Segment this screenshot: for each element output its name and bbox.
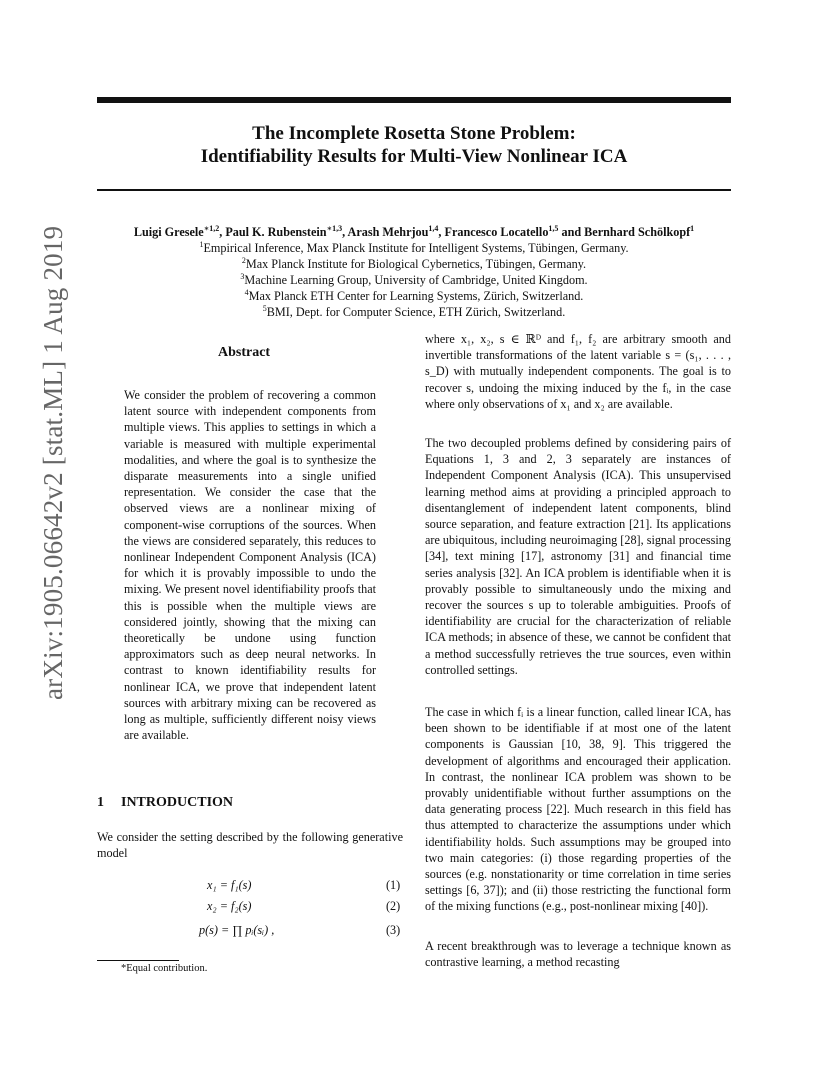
section-title: INTRODUCTION xyxy=(121,795,234,810)
section-heading xyxy=(97,795,233,811)
affiliation: $^1$Empirical Inference, Max Planck Institute for Intelligent Systems, Tübingen, Germany. xyxy=(199,239,629,255)
author-name: Luigi Gresele xyxy=(133,225,204,239)
author-list: Luigi Gresele$^{∗1,2}$, Paul K. Rubenstein$^{∗1,3}$, Arash Mehrjou$^{1,4}$, Francesco Locatello$^{1,5}$ and Bernhard Schölkopf$^1$ xyxy=(133,223,695,239)
author-name: Bernhard Schölkopf xyxy=(584,225,691,239)
equation-number: (1) xyxy=(386,878,401,892)
author-sup: ∗1,2 xyxy=(203,223,220,233)
author-sup: 1 xyxy=(690,223,695,233)
author-name: Francesco Locatello xyxy=(444,225,549,239)
paper-title xyxy=(97,122,731,168)
title-rule xyxy=(97,189,731,191)
author-sup: 1,4 xyxy=(428,223,439,233)
equation-1: x₁ = f₁(s) xyxy=(207,878,252,892)
affiliation: $^4$Max Planck ETH Center for Learning Systems, Zürich, Switzerland. xyxy=(244,287,584,303)
section-number: 1 xyxy=(97,795,104,810)
affiliation: $^3$Machine Learning Group, University of Cambridge, United Kingdom. xyxy=(240,271,588,287)
equation-number: (2) xyxy=(386,899,401,913)
author-sup: 1,5 xyxy=(548,223,559,233)
paragraph: The case in which fᵢ is a linear function, called linear ICA, has been shown to be identifiable if at most one of the latent components is Gaussian [10, 38, 9]. This triggered the development of algorithms and encouraged their application. In contrast, the nonlinear ICA problem was shown to be provably unidentifiable without further assumptions on the data generating process [22]. Much research in this field has thus attempted to characterize the assumptions under which identifiability holds. Such assumptions may be grouped into two main categories: (i) those regarding properties of the sources (e.g. nonstationarity or time correlation in time series settings [6, 37]); and (ii) those restricting the functional form of the mixing functions (e.g., post-nonlinear mixing [40]). xyxy=(425,705,731,914)
footnote-rule xyxy=(97,960,179,961)
equation-2: x₂ = f₂(s) xyxy=(207,899,252,913)
title-line-1: The Incomplete Rosetta Stone Problem: xyxy=(252,123,576,144)
abstract-heading: Abstract xyxy=(218,345,271,360)
equation-3: p(s) = ∏ pᵢ(sᵢ) , xyxy=(199,923,275,937)
title-line-2: Identifiability Results for Multi-View Nonlinear ICA xyxy=(200,146,628,167)
paragraph: where x₁, x₂, s ∈ ℝᴰ and f₁, f₂ are arbitrary smooth and invertible transformations of the latent variable s = (s₁, . . . , s_D) with mutually independent components. The goal is to recover s, undoing the mixing induced by the fᵢ, in the case where only observations of x₁ and x₂ are available. xyxy=(425,332,731,411)
equation-number: (3) xyxy=(386,923,401,937)
abstract-text: We consider the problem of recovering a common latent source with independent components from multiple views. This applies to settings in which a variable is measured with multiple experimental modalities, and where the goal is to synthesize the disparate measurements into a single unified representation. We consider the case that the observed views are a nonlinear mixing of component-wise corruptions of the sources. When the views are considered separately, this reduces to nonlinear Independent Component Analysis (ICA) for which it is provably impossible to undo the mixing. We present novel identifiability proofs that this is possible when the multiple views are considered jointly, showing that the mixing can theoretically be undone using function approximators such as deep neural networks. In contrast to known identifiability results for nonlinear ICA, we prove that independent latent sources with arbitrary mixing can be recovered as long as multiple, sufficiently different noisy views are available. xyxy=(124,388,376,743)
author-name: Paul K. Rubenstein xyxy=(225,225,327,239)
affiliation: $^2$Max Planck Institute for Biological Cybernetics, Tübingen, Germany. xyxy=(241,255,587,271)
intro-paragraph: We consider the setting described by the following generative model xyxy=(97,830,403,861)
paragraph: A recent breakthrough was to leverage a technique known as contrastive learning, a method recasting xyxy=(425,939,731,970)
author-sup: ∗1,3 xyxy=(326,223,343,233)
author-name: Arash Mehrjou xyxy=(347,225,429,239)
top-rule xyxy=(97,97,731,103)
arxiv-identifier: arXiv:1905.06642v2 [stat.ML] 1 Aug 2019 xyxy=(38,225,68,700)
affiliation: $^5$BMI, Dept. for Computer Science, ETH Zürich, Switzerland. xyxy=(262,303,566,319)
author-block xyxy=(60,224,768,320)
paragraph: The two decoupled problems defined by considering pairs of Equations 1, 3 and 2, 3 separately are instances of Independent Component Analysis (ICA). This unsupervised learning method aims at providing a principled approach to disentanglement of independent latent components, blind source separation, and feature extraction [21]. Its applications are ubiquitous, including neuroimaging [28], signal processing [34], text mining [17], astronomy [31] and financial time series analysis [32]. An ICA problem is identifiable when it is provably possible to simultaneously undo the mixing and recover the sources s up to tolerable ambiguities. Proofs of identifiability are crucial for the characterization of reliable ICA methods; in absence of these, we cannot be confident that a method successfully retrieves the true sources, even within controlled settings. xyxy=(425,436,731,677)
footnote: *Equal contribution. xyxy=(121,963,208,974)
